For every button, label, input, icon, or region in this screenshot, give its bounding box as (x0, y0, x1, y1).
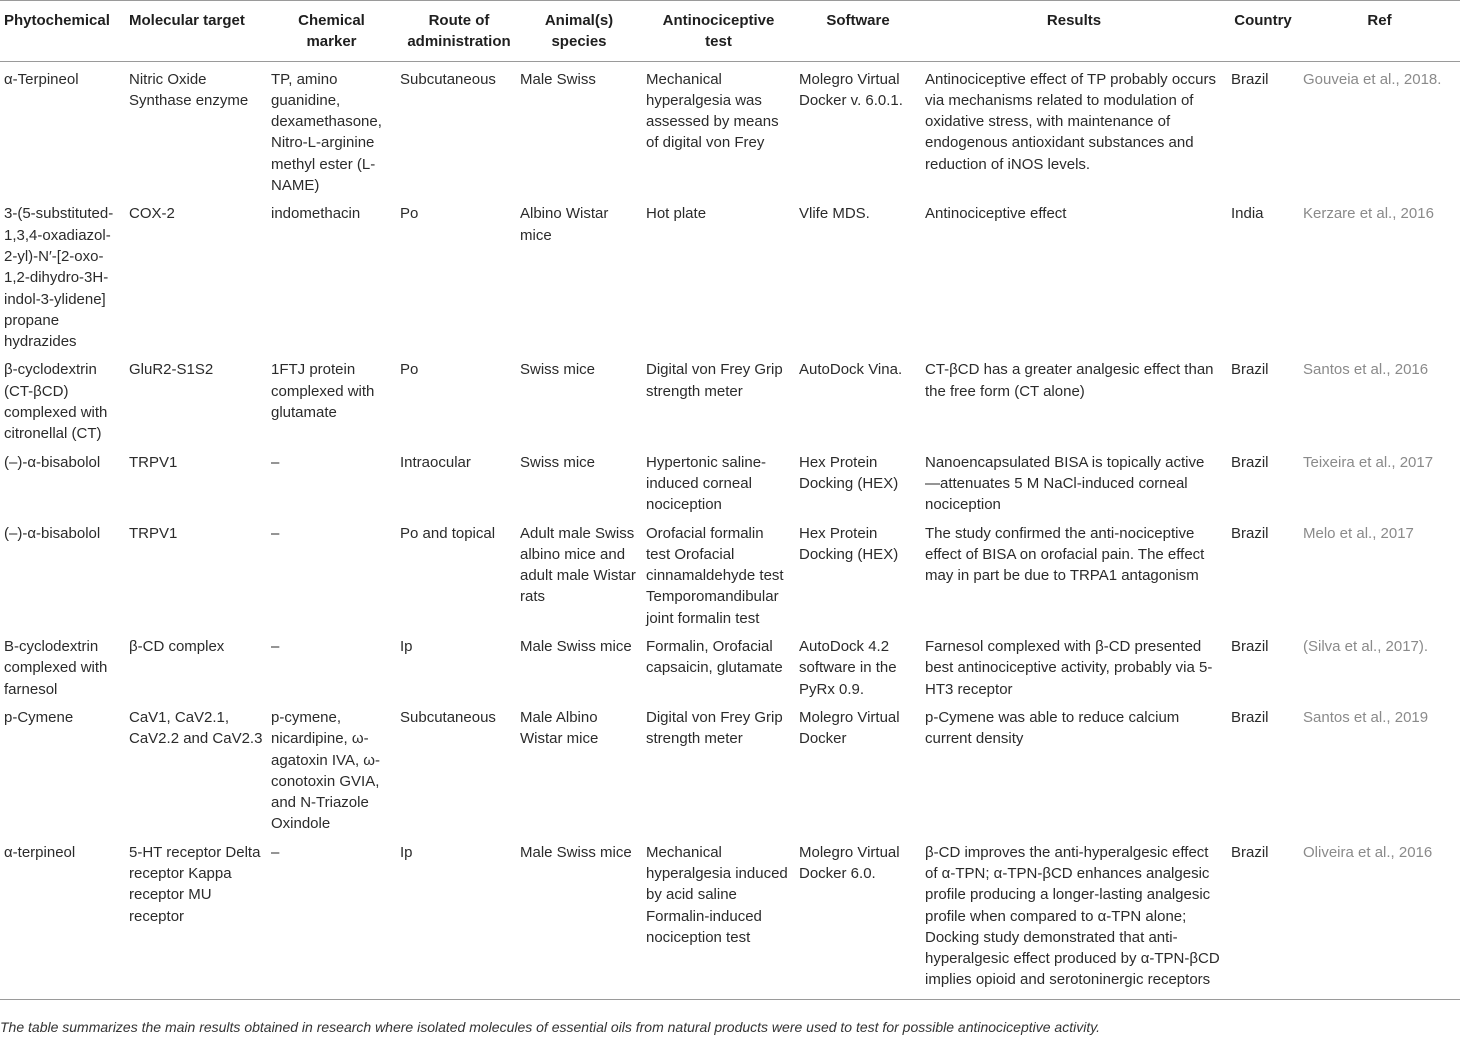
cell-route: Subcutaneous (400, 708, 496, 726)
cell-route: Intraocular (400, 453, 471, 471)
cell-target: COX-2 (129, 205, 175, 223)
cell-software: AutoDock Vina. (799, 361, 903, 379)
cell-test: Digital von Frey Grip strength meter (646, 361, 783, 400)
cell-marker: – (271, 524, 280, 542)
table-row (0, 700, 1460, 835)
cell-phytochemical: β-cyclodextrin (CT-βCD) complexed with citronellal (CT) (4, 361, 108, 443)
cell-results: β-CD improves the anti-hyperalgesic effect of α-TPN; α-TPN-βCD enhances analgesic profile producing a longer-lasting analgesic profile when compared to α-TPN alone; Docking study demonstrated that anti-hyperalgesic effect produced by α-TPN-βCD implies opioid and serotoninergic receptors (925, 843, 1220, 989)
cell-route: Subcutaneous (400, 70, 496, 88)
cell-country: Brazil (1231, 453, 1269, 471)
cell-results: CT-βCD has a greater analgesic effect than the free form (CT alone) (925, 361, 1214, 400)
cell-software: Hex Protein Docking (HEX) (799, 453, 899, 492)
cell-results: Antinociceptive effect of TP probably occurs via mechanisms related to modulation of oxidative stress, with maintenance of endogenous antioxidant substances and reduction of iNOS levels. (925, 70, 1216, 173)
cell-species: Male Albino Wistar mice (520, 708, 599, 748)
header-species (516, 1, 642, 62)
header-results: Results (1046, 12, 1102, 29)
cell-phytochemical: p-Cymene (4, 708, 74, 726)
header-country: Country (1234, 12, 1292, 29)
cell-software: Molegro Virtual Docker (799, 708, 900, 748)
cell-test: Mechanical hyperalgesia induced by acid saline Formalin-induced nociception test (646, 843, 788, 946)
header-molecular-target: Molecular target (129, 12, 245, 29)
table-caption: The table summarizes the main results obtained in research where isolated molecules of essential oils from natural products were used to test for possible antinociceptive activity. (0, 1019, 1101, 1035)
cell-ref-link[interactable]: Oliveira et al., 2016 (1303, 843, 1433, 861)
cell-country: India (1231, 205, 1264, 223)
cell-country: Brazil (1231, 361, 1269, 379)
cell-marker: p-cymene, nicardipine, ω-agatoxin IVA, ω-conotoxin GVIA, and N-Triazole Oxindole (271, 708, 380, 833)
cell-ref-link[interactable]: Melo et al., 2017 (1303, 524, 1414, 542)
cell-country: Brazil (1231, 638, 1269, 656)
cell-results: Antinociceptive effect (925, 205, 1067, 223)
cell-species: Male Swiss mice (520, 843, 632, 861)
cell-results: Farnesol complexed with β-CD presented best antinociceptive activity, probably via 5-HT3 receptor (925, 638, 1213, 698)
header-species-text: Animal(s) species (544, 12, 614, 51)
header-ref: Ref (1367, 12, 1392, 29)
cell-test: Formalin, Orofacial capsaicin, glutamate (646, 638, 783, 677)
cell-species: Male Swiss mice (520, 638, 632, 656)
cell-marker: indomethacin (271, 205, 361, 223)
cell-species: Swiss mice (520, 453, 596, 471)
cell-marker: TP, amino guanidine, dexamethasone, Nitro-L-arginine methyl ester (L-NAME) (271, 70, 382, 195)
cell-ref-link[interactable]: Santos et al., 2016 (1303, 361, 1429, 379)
cell-ref-link[interactable]: Kerzare et al., 2016 (1303, 205, 1434, 223)
cell-test: Orofacial formalin test Orofacial cinnamaldehyde test Temporomandibular joint formalin test (646, 524, 784, 627)
cell-results: p-Cymene was able to reduce calcium current density (925, 708, 1180, 748)
cell-species: Adult male Swiss albino mice and adult male Wistar rats (520, 524, 636, 606)
header-phytochemical: Phytochemical (4, 12, 110, 29)
cell-ref-link[interactable]: (Silva et al., 2017). (1303, 638, 1429, 656)
cell-results: Nanoencapsulated BISA is topically active —attenuates 5 M NaCl-induced corneal nociception (925, 453, 1205, 514)
cell-species: Swiss mice (520, 361, 596, 379)
cell-test: Digital von Frey Grip strength meter (646, 708, 783, 748)
table-row (0, 629, 1460, 700)
cell-target: GluR2-S1S2 (129, 361, 214, 379)
cell-target: TRPV1 (129, 453, 178, 471)
cell-marker: 1FTJ protein complexed with glutamate (271, 361, 375, 422)
header-route-text: Route of administration (407, 12, 511, 51)
cell-country: Brazil (1231, 524, 1269, 542)
cell-software: Molegro Virtual Docker v. 6.0.1. (799, 70, 903, 109)
cell-route: Po (400, 205, 419, 223)
cell-software: Vlife MDS. (799, 205, 870, 223)
cell-target: β-CD complex (129, 638, 225, 656)
cell-country: Brazil (1231, 70, 1269, 88)
cell-species: Albino Wistar mice (520, 205, 609, 244)
table-row (0, 835, 1460, 1000)
header-route (396, 1, 516, 62)
cell-phytochemical: B-cyclodextrin complexed with farnesol (4, 638, 108, 698)
header-test (642, 1, 795, 62)
header-chemical-marker-text: Chemical marker (298, 12, 365, 51)
cell-route: Po (400, 361, 419, 379)
cell-country: Brazil (1231, 708, 1269, 726)
cell-phytochemical: 3-(5-substituted-1,3,4-oxadiazol-2-yl)-N′-[2-oxo-1,2-dihydro-3H-indol-3-ylidene] propane hydrazides (4, 205, 114, 351)
cell-phytochemical: (–)-α-bisabolol (4, 453, 101, 471)
table-row (0, 196, 1460, 352)
cell-ref-link[interactable]: Santos et al., 2019 (1303, 708, 1429, 726)
cell-species: Male Swiss (520, 70, 596, 88)
table-row (0, 445, 1460, 516)
cell-software: Molegro Virtual Docker 6.0. (799, 843, 900, 882)
cell-country: Brazil (1231, 843, 1269, 861)
table-row (0, 516, 1460, 629)
cell-phytochemical: α-terpineol (4, 843, 76, 861)
cell-marker: – (271, 638, 280, 656)
cell-results: The study confirmed the anti-nociceptive effect of BISA on orofacial pain. The effect may in part be due to TRPA1 antagonism (925, 524, 1205, 585)
cell-target: 5-HT receptor Delta receptor Kappa receptor MU receptor (129, 843, 261, 925)
header-software: Software (826, 12, 890, 29)
cell-test: Hypertonic saline-induced corneal nociception (646, 453, 767, 514)
header-chemical-marker (267, 1, 396, 62)
cell-target: Nitric Oxide Synthase enzyme (129, 70, 249, 109)
cell-phytochemical: (–)-α-bisabolol (4, 524, 101, 542)
table-row (0, 352, 1460, 444)
cell-software: AutoDock 4.2 software in the PyRx 0.9. (799, 638, 897, 698)
cell-test: Mechanical hyperalgesia was assessed by means of digital von Frey (646, 70, 779, 152)
cell-route: Ip (400, 638, 413, 656)
cell-test: Hot plate (646, 205, 707, 223)
cell-phytochemical: α-Terpineol (4, 70, 79, 88)
cell-target: TRPV1 (129, 524, 178, 542)
cell-target: CaV1, CaV2.1, CaV2.2 and CaV2.3 (129, 708, 263, 748)
cell-ref-link[interactable]: Teixeira et al., 2017 (1303, 453, 1434, 471)
header-test-text: Antinociceptive test (662, 12, 775, 51)
header-row (0, 1, 1460, 62)
table-row (0, 61, 1460, 196)
cell-software: Hex Protein Docking (HEX) (799, 524, 899, 563)
cell-marker: – (271, 453, 280, 471)
cell-ref-link[interactable]: Gouveia et al., 2018. (1303, 70, 1442, 88)
cell-route: Ip (400, 843, 413, 861)
cell-route: Po and topical (400, 524, 496, 542)
cell-marker: – (271, 843, 280, 861)
